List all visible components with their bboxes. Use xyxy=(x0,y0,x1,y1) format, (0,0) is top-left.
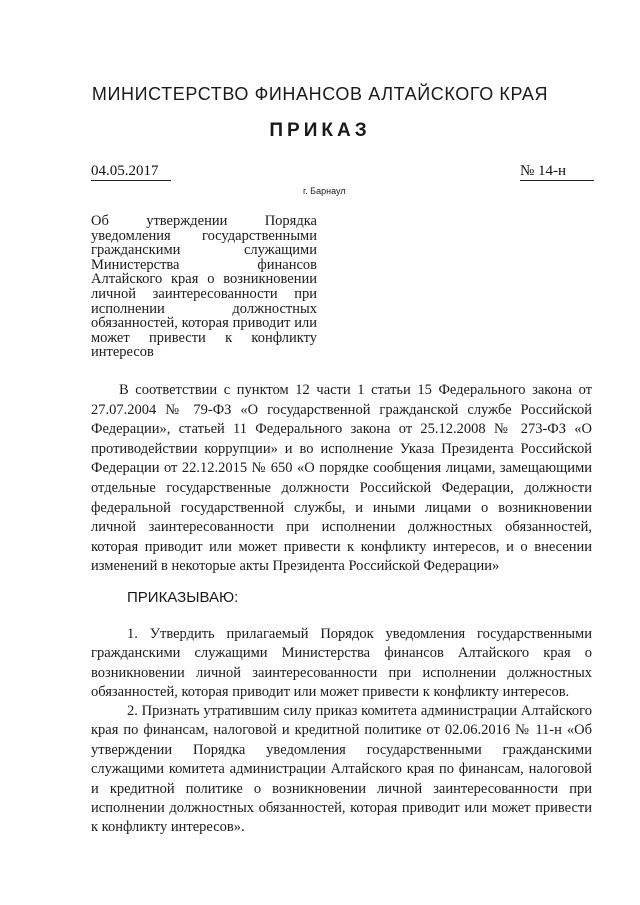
document-city: г. Барнаул xyxy=(303,186,346,196)
order-item: 1. Утвердить прилагаемый Порядок уведомления государственными гражданскими служащими Министерства финансов Алтайского края о возникновении личной заинтересованности при исполнении должностных обязанностей, которая приводит или может привести к конфликту интересов. xyxy=(91,626,592,701)
document-preamble: В соответствии с пунктом 12 части 1 статьи 15 Федерального закона от 27.07.2004 № 79-ФЗ «О государственной гражданской службе Российской Федерации», статьей 11 Федерального закона от 25.12.2008 № 273-ФЗ «О противодействии коррупции» и во исполнение Указа Президента Российской Федерации от 22.12.2015 № 650 «О порядке сообщения лицами, замещающими отдельные государственные должности Российской Федерации, должности федеральной государственной службы, и иными лицами о возникновении личной заинтересованности при исполнении должностных обязанностей, которая приводит или может привести к конфликту интересов, и о внесении изменений в некоторые акты Президента Российской Федерации» xyxy=(91,382,592,575)
order-item: 2. Признать утратившим силу приказ комитета администрации Алтайского края по финансам, налоговой и кредитной политике от 02.06.2016 № 11-н «Об утверждении Порядка уведомления государственными гражданскими служащими комитета администрации Алтайского края по финансам, налоговой и кредитной политике о возникновении личной заинтересованности при исполнении должностных обязанностей, которая приводит или может привести к конфликту интересов». xyxy=(91,703,592,836)
document-number: № 14-н xyxy=(520,163,594,181)
document-date: 04.05.2017 xyxy=(91,163,171,181)
order-heading: ПРИКАЗЫВАЮ: xyxy=(127,589,239,606)
document-subject: Об утверждении Порядка уведомления государственными гражданскими служащими Министерства финансов Алтайского края о возникновении личной заинтересованности при исполнении должностных обязанностей, которая приводит или может привести к конфликту интересов xyxy=(91,213,317,361)
ministry-title: МИНИСТЕРСТВО ФИНАНСОВ АЛТАЙСКОГО КРАЯ xyxy=(91,84,549,104)
document-type-title: ПРИКАЗ xyxy=(269,120,371,141)
